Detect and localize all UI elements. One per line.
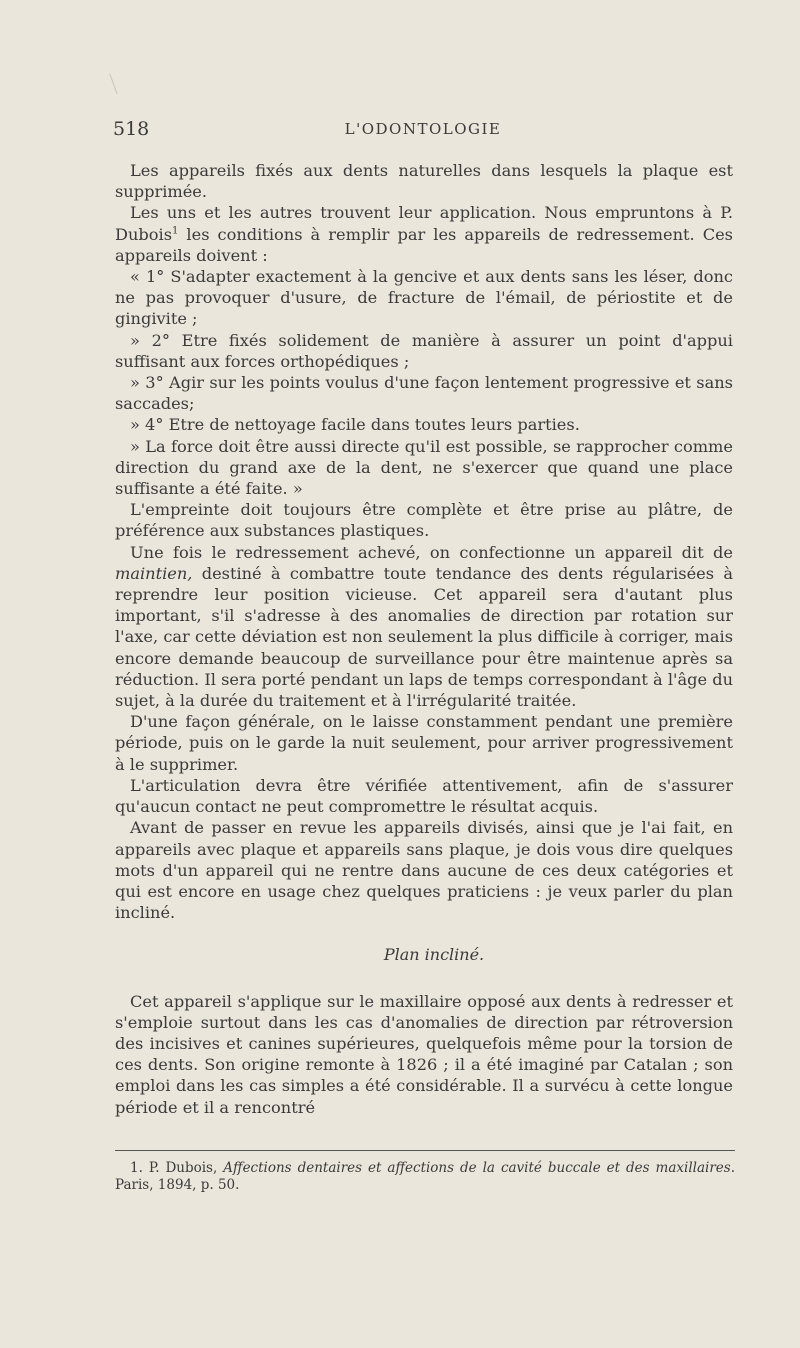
footnote-title: Affections dentaires et affections de la cavité buccale et des maxillaires — [223, 1160, 731, 1176]
paragraph: L'empreinte doit toujours être complète et être prise au plâtre, de préférence aux substances plastiques. — [115, 500, 733, 541]
text-run: Une fois le redressement achevé, on confectionne un appareil dit de — [130, 542, 733, 562]
text-run: Les uns et les autres trouvent leur application. Nous empruntons à P. Dubois — [115, 203, 733, 244]
footnotes — [115, 1160, 735, 1194]
paragraph: L'articulation devra être vérifiée attentivement, afin de s'assurer qu'aucun contact ne peut compromettre le résultat acquis. — [115, 775, 733, 817]
paragraph: D'une façon générale, on le laisse constamment pendant une première période, puis on le garde la nuit seulement, pour arriver progressivement à le supprimer. — [115, 712, 733, 774]
body-text — [115, 160, 733, 1118]
paragraph: Les appareils fixés aux dents naturelles dans lesquels la plaque est supprimée. — [115, 161, 733, 202]
footnote-number: 1. P. Dubois, — [130, 1160, 224, 1176]
paragraph: Cet appareil s'applique sur le maxillaire opposé aux dents à redresser et s'emploie surtout dans les cas d'anomalies de direction par rétroversion des incisives et canines supérieures, quelquefois même pour la torsion de ces dents. Son origine remonte à 1826 ; il a été imaginé par Catalan ; son emploi dans les cas simples a été considérable. Il a survécu à cette longue période et il a rencontré — [115, 991, 733, 1117]
paragraph: » 4° Etre de nettoyage facile dans toutes leurs parties. — [130, 415, 580, 435]
margin-mark — [109, 74, 131, 94]
page-header — [113, 118, 733, 144]
footnote-divider — [115, 1150, 735, 1151]
paragraph: » 3° Agir sur les points voulus d'une façon lentement progressive et sans saccades; — [115, 373, 733, 414]
text-run: destiné à combattre toute tendance des dents régularisées à reprendre leur position vicieuse. Cet appareil sera d'autant plus important, s'il s'adresse à des anomalies de direction par rotation sur l'axe, car cette déviation est non seulement la plus difficile à corriger, mais encore demande beaucoup de surveillance pour être maintenue après sa réduction. Il sera porté pendant un laps de temps correspondant à l'âge du sujet, à la durée du traitement et à l'irrégularité traitée. — [115, 563, 733, 711]
running-title: L'ODONTOLOGIE — [344, 120, 502, 138]
emphasis: maintien, — [115, 563, 193, 583]
footnote — [115, 1160, 735, 1194]
paragraph: « 1° S'adapter exactement à la gencive et aux dents sans les léser, donc ne pas provoquer d'usure, de fracture de l'émail, de périostite et de gingivite ; — [115, 267, 733, 329]
paragraph: Avant de passer en revue les appareils divisés, ainsi que je l'ai fait, en appareils avec plaque et appareils sans plaque, je dois vous dire quelques mots d'un appareil qui ne rentre dans aucune de ces deux catégories et qui est encore en usage chez quelques praticiens : je veux parler du plan incliné. — [115, 818, 733, 923]
paragraph — [115, 542, 733, 712]
text-run: les conditions à remplir par les appareils de redressement. Ces appareils doivent : — [115, 224, 733, 265]
paragraph: » 2° Etre fixés solidement de manière à assurer un point d'appui suffisant aux forces orthopédiques ; — [115, 330, 733, 371]
footnote-reference: 1 — [172, 225, 179, 237]
paragraph — [115, 202, 733, 266]
page-number: 518 — [113, 118, 150, 140]
section-title: Plan incliné. — [383, 945, 485, 965]
footnote-tail: . Paris, 1894, p. 50. — [115, 1160, 736, 1193]
paragraph: » La force doit être aussi directe qu'il est possible, se rapprocher comme direction du grand axe de la dent, ne s'exercer que quand une place suffisante a été faite. » — [115, 436, 733, 499]
